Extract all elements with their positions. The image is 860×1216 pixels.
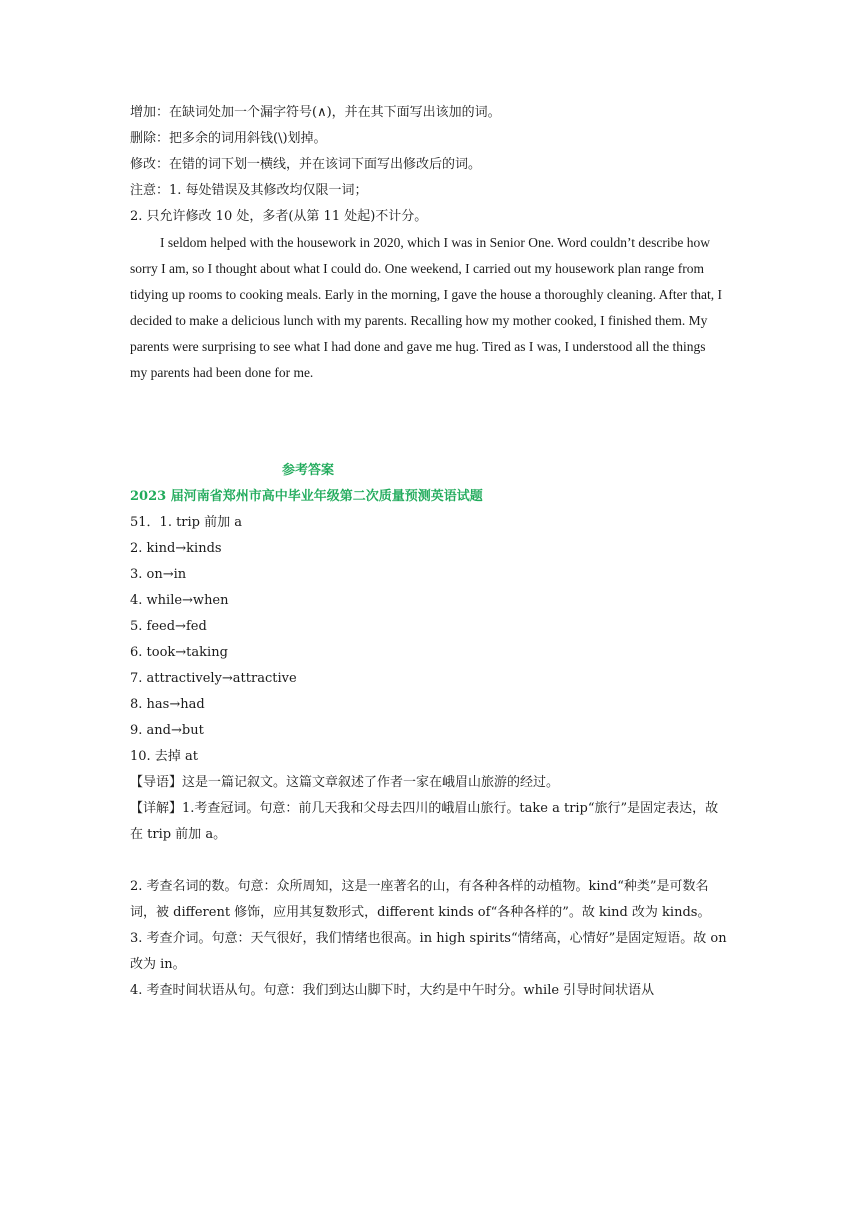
answer-item: 2. kind→kinds [130,541,222,556]
answer-list [130,510,730,770]
detail-2: 2. 考查名词的数。句意：众所周知，这是一座著名的山，有各种各样的动植物。kind“种类”是可数名词，被 different 修饰，应用其复数形式，different kinds of“各种各样的”。故 kind 改为 kinds。 [130,879,711,920]
instruction-note-1: 注意：1. 每处错误及其修改均仅限一词； [130,183,368,198]
guide-text: 【导语】这是一篇记叙文。这篇文章叙述了作者一家在峨眉山旅游的经过。 [130,775,560,790]
answer-item: 5. feed→fed [130,619,207,634]
answer-item: 10. 去掉 at [130,749,198,764]
instruction-delete: 删除：把多余的词用斜钱(\)划掉。 [130,131,327,146]
instruction-modify: 修改：在错的词下划一横线，并在该词下面写出修改后的词。 [130,157,482,172]
answer-heading: 参考答案 [282,463,335,478]
detail-3: 3. 考查介词。句意：天气很好，我们情绪也很高。in high spirits“情绪高，心情好”是固定短语。故 on 改为 in。 [130,931,727,972]
answer-item: 8. has→had [130,697,205,712]
answer-item: 9. and→but [130,723,204,738]
answer-item: 3. on→in [130,567,187,582]
document-page [130,100,730,1004]
instruction-add: 增加：在缺词处加一个漏字符号(∧)，并在其下面写出该加的词。 [130,105,501,120]
answer-item: 6. took→taking [130,645,228,660]
exam-title: 2023 届河南省郑州市高中毕业年级第二次质量预测英语试题 [130,489,483,504]
answer-item: 7. attractively→attractive [130,671,297,686]
instruction-note-2: 2. 只允许修改 10 处，多者(从第 11 处起)不计分。 [130,209,428,224]
passage-text: I seldom helped with the housework in 2020, which I was in Senior One. Word couldn’t describe how sorry I am, so I thought about what I could do. One weekend, I carried out my housework plan range from tidying up rooms to cooking meals. Early in the morning, I gave the house a thoroughly cleaning. After that, I decided to make a delicious lunch with my parents. Recalling how my mother cooked, I finished them. My parents were surprising to see what I had done and gave me hug. Tired as I was, I understood all the things my parents had been done for me. [130,235,722,380]
answer-item: 4. while→when [130,593,229,608]
detail-1: 【详解】1.考查冠词。句意：前几天我和父母去四川的峨眉山旅行。take a trip“旅行”是固定表达，故在 trip 前加 a。 [130,801,719,842]
answer-item: 51．1. trip 前加 a [130,515,243,530]
detail-4: 4. 考查时间状语从句。句意：我们到达山脚下时，大约是中午时分。while 引导时间状语从 [130,983,655,998]
